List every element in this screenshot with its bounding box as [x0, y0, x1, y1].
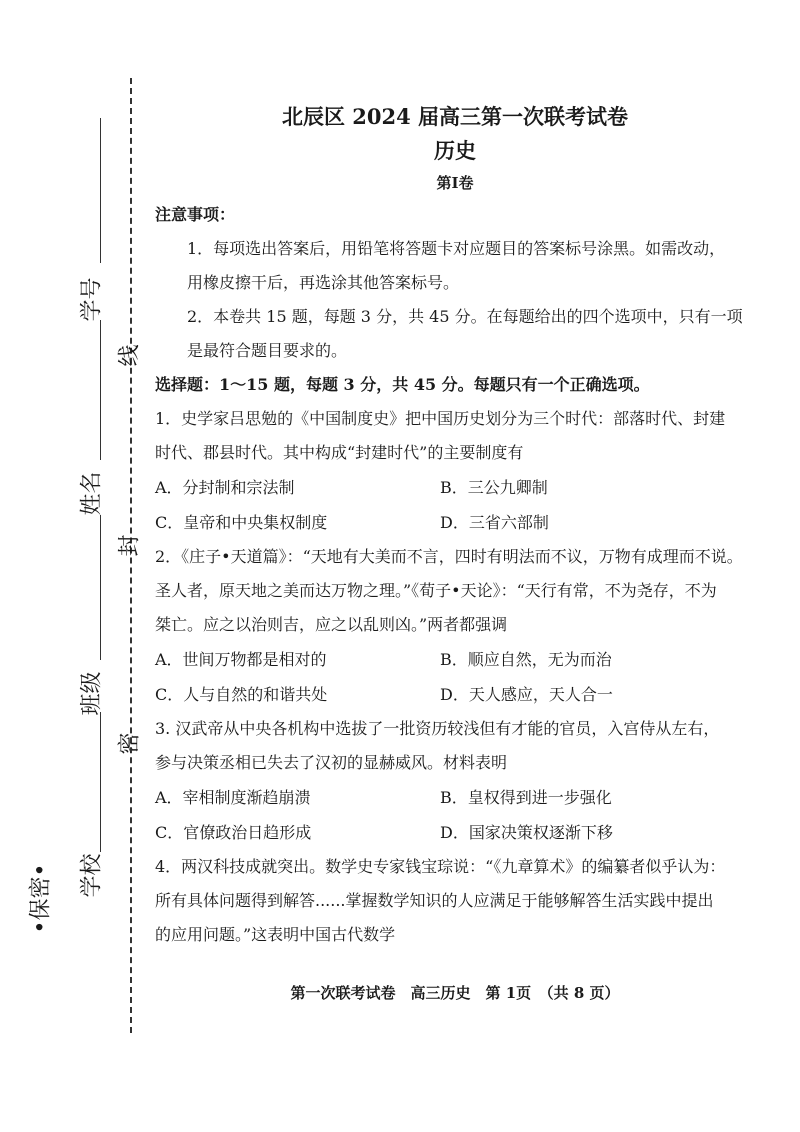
question-3-options-row-1 — [155, 780, 755, 815]
question-1-stem-line-1: 1．史学家吕思勉的《中国制度史》把中国历史划分为三个时代：部落时代、封建 — [155, 409, 726, 428]
question-2-option-b: B．顺应自然，无为而治 — [440, 650, 612, 669]
exam-subject: 历史 — [434, 138, 476, 163]
notice-item-1 — [155, 232, 755, 266]
question-1-options-row-1 — [155, 470, 755, 505]
page-footer: 第一次联考试卷 高三历史 第 1页 （共 8 页） — [290, 984, 620, 1002]
notice-item-2-cont — [155, 334, 755, 368]
student-id-blank — [100, 118, 101, 263]
notice-item-2 — [155, 300, 755, 334]
name-label: 姓名 — [79, 471, 105, 516]
name-blank — [100, 320, 101, 460]
class-blank — [100, 515, 101, 660]
question-3-option-b: B．皇权得到进一步强化 — [440, 788, 612, 807]
question-2-option-a: A．世间万物都是相对的 — [155, 650, 327, 669]
confidential-mark: •保密• — [28, 863, 54, 934]
question-3-options-row-2 — [155, 815, 755, 850]
seal-char-secret: 密 — [117, 732, 143, 755]
question-2-option-c: C．人与自然的和谐共处 — [155, 685, 328, 704]
notice-item-1-line-1: 1．每项选出答案后，用铅笔将答题卡对应题目的答案标号涂黑。如需改动， — [187, 239, 726, 258]
question-3-option-d: D．国家决策权逐渐下移 — [440, 823, 613, 842]
question-1-option-b: B．三公九卿制 — [440, 478, 548, 497]
notice-item-2-line-2: 是最符合题目要求的。 — [187, 341, 348, 360]
notice-item-2-line-1: 2．本卷共 15 题，每题 3 分，共 45 分。在每题给出的四个选项中，只有一项 — [187, 307, 743, 326]
student-id-label: 学号 — [79, 277, 105, 322]
question-1-option-d: D．三省六部制 — [440, 513, 549, 532]
question-4-stem-line-2: 所有具体问题得到解答......掌握数学知识的人应满足于能够解答生活实践中提出 — [155, 891, 714, 910]
exam-title: 北辰区 2024 届高三第一次联考试卷 — [281, 104, 629, 129]
question-1-options-row-2 — [155, 505, 755, 540]
notice-item-1-line-2: 用橡皮擦干后，再选涂其他答案标号。 — [187, 273, 460, 292]
question-2-options-row-2 — [155, 677, 755, 712]
question-2-stem-line-1: 2．《庄子•天道篇》：“天地有大美而不言，四时有明法而不议，万物有成理而不说。 — [155, 547, 743, 566]
question-2-stem-line-2: 圣人者，原天地之美而达万物之理。”《荀子•天论》：“天行有常，不为尧存，不为 — [155, 581, 717, 600]
question-3-stem-line-1: 3. 汉武帝从中央各机构中选拔了一批资历较浅但有才能的官员，入宫侍从左右， — [155, 719, 720, 738]
seal-char-line: 线 — [117, 344, 143, 367]
exam-volume: 第Ⅰ卷 — [436, 174, 474, 192]
question-4-stem-line-1: 4．两汉科技成就突出。数学史专家钱宝琮说：“《九章算术》的编纂者似乎认为： — [155, 857, 726, 876]
notice-heading: 注意事项： — [155, 205, 236, 224]
question-3-option-a: A．宰相制度渐趋崩溃 — [155, 788, 311, 807]
question-1-stem-line-2: 时代、郡县时代。其中构成“封建时代”的主要制度有 — [155, 443, 524, 462]
class-label: 班级 — [79, 671, 105, 716]
question-2-stem-line-3: 桀亡。应之以治则吉，应之以乱则凶。”两者都强调 — [155, 615, 508, 634]
seal-char-seal: 封 — [117, 534, 143, 557]
question-2-options-row-1 — [155, 642, 755, 677]
question-3-option-c: C．官僚政治日趋形成 — [155, 823, 312, 842]
question-2-option-d: D．天人感应，天人合一 — [440, 685, 613, 704]
question-1-option-c: C．皇帝和中央集权制度 — [155, 513, 328, 532]
question-4-stem-line-3: 的应用问题。”这表明中国古代数学 — [155, 925, 396, 944]
school-label: 学校 — [79, 853, 105, 898]
notice-item-1-cont — [155, 266, 755, 300]
section-instructions: 选择题：1～15 题，每题 3 分，共 45 分。每题只有一个正确选项。 — [155, 375, 650, 394]
question-1-option-a: A．分封制和宗法制 — [155, 478, 295, 497]
question-3-stem-line-2: 参与决策丞相已失去了汉初的显赫威风。材料表明 — [155, 753, 508, 772]
exam-content — [155, 100, 755, 952]
school-blank — [100, 712, 101, 852]
